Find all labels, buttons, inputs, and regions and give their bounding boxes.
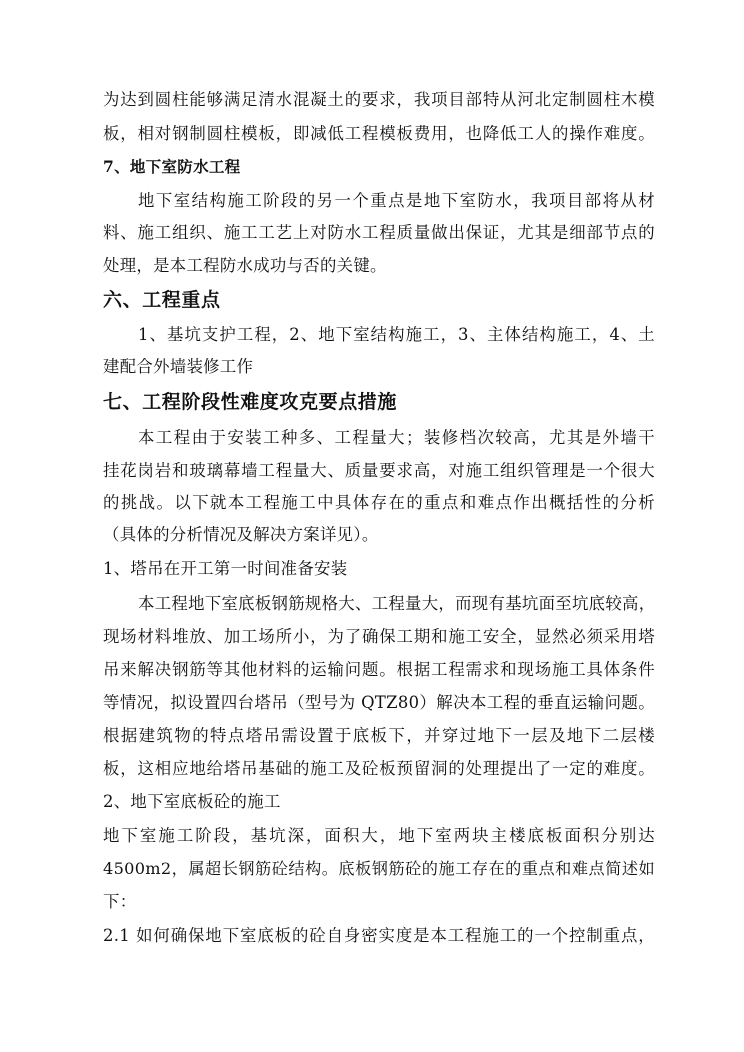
paragraph-line: 本工程地下室底板钢筋规格大、工程量大，而现有基坑面至坑底较高，: [138, 594, 656, 613]
paragraph-line: 板，这相应地给塔吊基础的施工及砼板预留洞的处理提出了一定的难度。: [103, 759, 655, 778]
paragraph-line: 地下室结构施工阶段的另一个重点是地下室防水，我项目部将从材: [138, 191, 655, 210]
section-heading: 7、地下室防水工程: [103, 157, 241, 176]
paragraph-line: 本工程由于安装工种多、工程量大；装修档次较高，尤其是外墙干: [138, 428, 655, 447]
paragraph-line: 建配合外墙装修工作: [103, 357, 254, 376]
paragraph-line: 地下室施工阶段，基坑深，面积大，地下室两块主楼底板面积分别达: [103, 826, 655, 845]
paragraph-line: 2.1 如何确保地下室底板的砼自身密实度是本工程施工的一个控制重点，: [103, 926, 655, 945]
subsection-heading: 1、塔吊在开工第一时间准备安装: [103, 559, 348, 578]
paragraph-line: 下：: [103, 892, 137, 911]
paragraph-line: 现场材料堆放、加工场所小，为了确保工期和施工安全，显然必须采用塔: [103, 627, 655, 646]
paragraph-line: 为达到圆柱能够满足清水混凝土的要求，我项目部特从河北定制圆柱木模: [103, 90, 655, 109]
paragraph-line: 吊来解决钢筋等其他材料的运输问题。根据工程需求和现场施工具体条件: [103, 660, 655, 679]
paragraph-line: （具体的分析情况及解决方案详见）。: [103, 525, 379, 544]
paragraph-line: 的挑战。以下就本工程施工中具体存在的重点和难点作出概括性的分析: [103, 493, 655, 512]
paragraph-line: 4500m2，属超长钢筋砼结构。底板钢筋砼的施工存在的重点和难点简述如: [103, 859, 655, 878]
paragraph-line: 等情况，拟设置四台塔吊（型号为 QTZ80）解决本工程的垂直运输问题。: [103, 693, 655, 712]
paragraph-line: 料、施工组织、施工工艺上对防水工程质量做出保证，尤其是细部节点的: [103, 223, 655, 242]
subsection-heading: 2、地下室底板砼的施工: [103, 792, 281, 811]
paragraph-line: 根据建筑物的特点塔吊需设置于底板下，并穿过地下一层及地下二层楼: [103, 726, 655, 745]
paragraph-line: 板，相对钢制圆柱模板，即减低工程模板费用，也降低工人的操作难度。: [103, 124, 655, 143]
chapter-heading: 七、工程阶段性难度攻克要点措施: [103, 391, 398, 413]
paragraph-line: 处理，是本工程防水成功与否的关键。: [103, 256, 387, 275]
paragraph-line: 1、基坑支护工程，2、地下室结构施工，3、主体结构施工，4、土: [138, 325, 655, 344]
chapter-heading: 六、工程重点: [103, 289, 221, 311]
paragraph-line: 挂花岗岩和玻璃幕墙工程量大、质量要求高，对施工组织管理是一个很大: [103, 461, 655, 480]
